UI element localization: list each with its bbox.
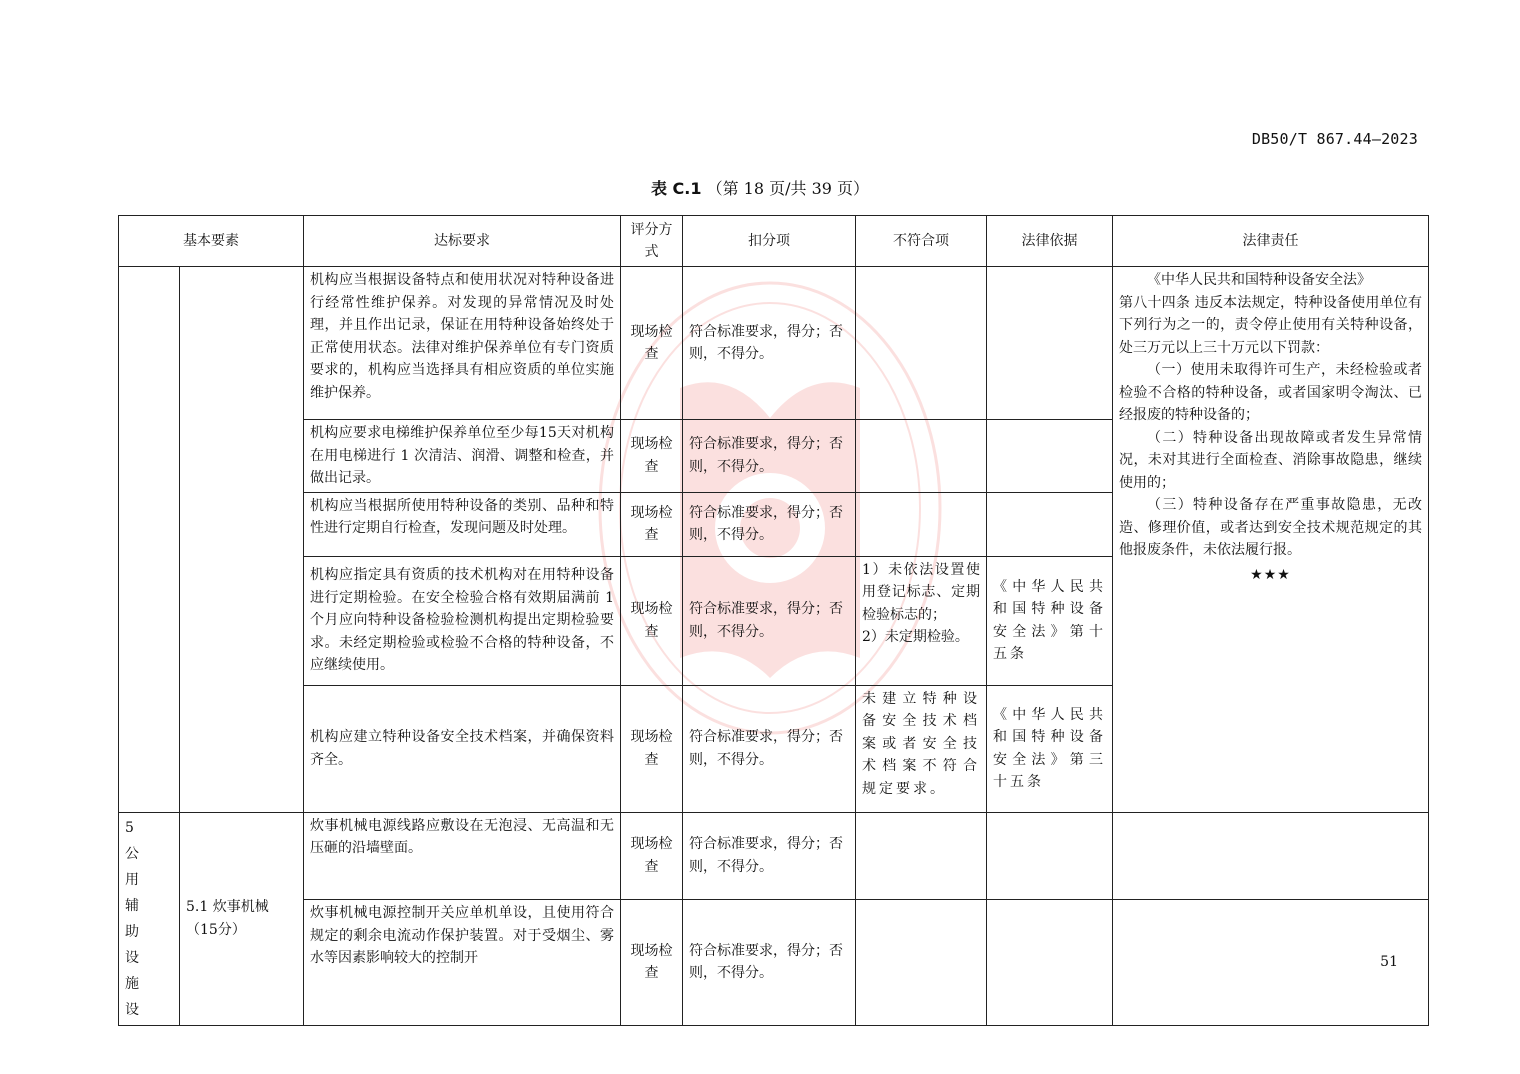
nonconformity-cell: 未建立特种设备安全技术档案或者安全技术档案不符合规定要求。 (856, 685, 987, 812)
method-cell: 现场检查 (621, 685, 683, 812)
header-legal-basis: 法律依据 (987, 216, 1113, 267)
deduction-cell: 符合标准要求，得分；否则，不得分。 (683, 556, 856, 685)
deduction-cell: 符合标准要求，得分；否则，不得分。 (683, 900, 856, 1025)
liability-item-2: （二）特种设备出现故障或者发生异常情况，未对其进行全面检查、消除事故隐患，继续使用的； (1119, 429, 1422, 491)
section-5-1-sub-element: 5.1 炊事机械（15分） (180, 812, 304, 1025)
sub-element-cell-empty (180, 267, 304, 813)
page-number: 51 (1380, 954, 1398, 970)
liability-law: 《中华人民共和国特种设备安全法》 (1147, 272, 1371, 288)
table-header-row (119, 216, 1429, 267)
method-cell: 现场检查 (621, 556, 683, 685)
requirement-cell: 机构应要求电梯维护保养单位至少每15天对机构在用电梯进行 1 次清洁、润滑、调整和检查，并做出记录。 (304, 420, 621, 493)
nonconformity-cell (856, 420, 987, 493)
table-subtitle: （第 18 页/共 39 页） (706, 179, 870, 198)
table-row (119, 267, 1429, 420)
table-title (0, 176, 1520, 199)
importance-stars: ★★★ (1250, 566, 1291, 583)
method-cell: 现场检查 (621, 267, 683, 420)
requirement-cell: 机构应建立特种设备安全技术档案，并确保资料齐全。 (304, 685, 621, 812)
deduction-cell: 符合标准要求，得分；否则，不得分。 (683, 267, 856, 420)
deduction-cell: 符合标准要求，得分；否则，不得分。 (683, 492, 856, 556)
method-cell: 现场检查 (621, 900, 683, 1025)
legal-basis-cell (987, 812, 1113, 900)
liability-item-3: （三）特种设备存在严重事故隐患，无改造、修理价值，或者达到安全技术规范规定的其他报废条件，未依法履行报。 (1119, 497, 1422, 558)
liability-article: 第八十四条 违反本法规定，特种设备使用单位有下列行为之一的，责令停止使用有关特种设备，处三万元以上三十万元以下罚款： (1119, 294, 1422, 356)
legal-basis-cell (987, 420, 1113, 493)
header-requirement: 达标要求 (304, 216, 621, 267)
nonconformity-cell (856, 267, 987, 420)
requirement-cell: 机构应当根据设备特点和使用状况对特种设备进行经常性维护保养。对发现的异常情况及时处理，并且作出记录，保证在用特种设备始终处于正常使用状态。法律对维护保养单位有专门资质要求的，机构应当选择具有相应资质的单位实施维护保养。 (304, 267, 621, 420)
requirement-cell: 炊事机械电源线路应敷设在无泡浸、无高温和无压砸的沿墙壁面。 (304, 812, 621, 900)
method-cell: 现场检查 (621, 492, 683, 556)
nonconformity-cell: 1）未依法设置使用登记标志、定期检验标志的； 2）未定期检验。 (856, 556, 987, 685)
requirement-cell: 机构应指定具有资质的技术机构对在用特种设备进行定期检验。在安全检验合格有效期届满前 1 个月应向特种设备检验检测机构提出定期检验要求。未经定期检验或检验不合格的特种设备，不应继续使用。 (304, 556, 621, 685)
deduction-cell: 符合标准要求，得分；否则，不得分。 (683, 685, 856, 812)
legal-liability-cell (1113, 812, 1429, 900)
legal-basis-cell: 《中华人民共和国特种设备安全法》第三十五条 (987, 685, 1113, 812)
table-label: 表 C.1 (650, 179, 702, 198)
deduction-cell: 符合标准要求，得分；否则，不得分。 (683, 420, 856, 493)
header-deduction: 扣分项 (683, 216, 856, 267)
legal-basis-cell (987, 492, 1113, 556)
header-legal-liability: 法律责任 (1113, 216, 1429, 267)
table-row (119, 900, 1429, 1025)
header-element: 基本要素 (119, 216, 304, 267)
document-code: DB50/T 867.44—2023 (1251, 130, 1418, 148)
section-5-element: 5 公用辅助设施设 (119, 812, 180, 1025)
table-row (119, 812, 1429, 900)
requirement-cell: 机构应当根据所使用特种设备的类别、品种和特性进行定期自行检查，发现问题及时处理。 (304, 492, 621, 556)
element-cell-empty (119, 267, 180, 813)
method-cell: 现场检查 (621, 812, 683, 900)
legal-basis-cell: 《中华人民共和国特种设备安全法》第十五条 (987, 556, 1113, 685)
deduction-cell: 符合标准要求，得分；否则，不得分。 (683, 812, 856, 900)
nonconformity-cell (856, 812, 987, 900)
legal-basis-cell (987, 267, 1113, 420)
legal-basis-cell (987, 900, 1113, 1025)
requirement-cell: 炊事机械电源控制开关应单机单设，且使用符合规定的剩余电流动作保护装置。对于受烟尘、雾水等因素影响较大的控制开 (304, 900, 621, 1025)
nonconformity-cell (856, 900, 987, 1025)
method-cell: 现场检查 (621, 420, 683, 493)
legal-liability-cell (1113, 267, 1429, 813)
header-method: 评分方式 (621, 216, 683, 267)
nonconformity-cell (856, 492, 987, 556)
liability-item-1: （一）使用未取得许可生产，未经检验或者检验不合格的特种设备，或者国家明令淘汰、已经报废的特种设备的； (1119, 362, 1422, 423)
standards-table (118, 215, 1429, 1026)
header-nonconformity: 不符合项 (856, 216, 987, 267)
